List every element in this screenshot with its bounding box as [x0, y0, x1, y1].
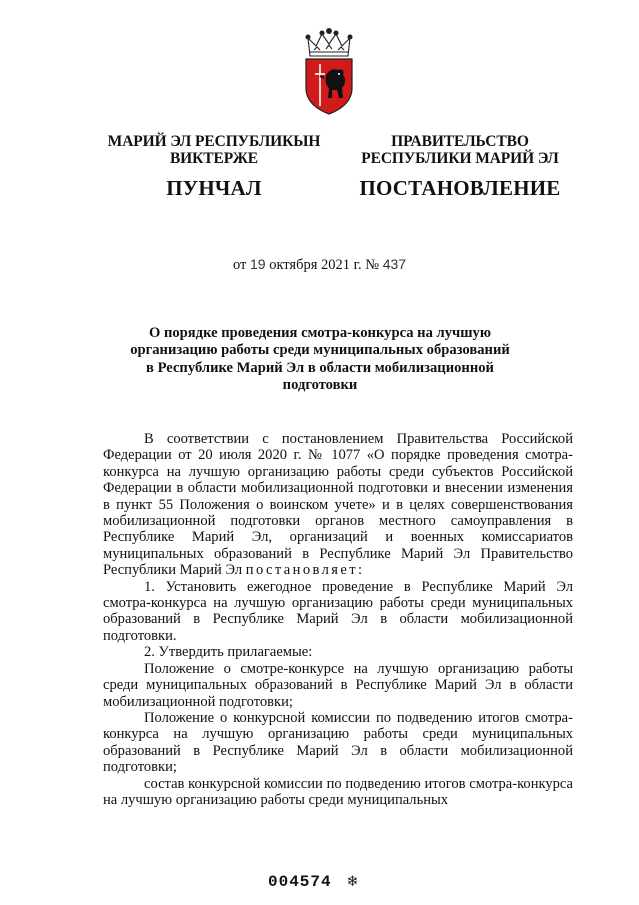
date-day: 19 — [249, 256, 266, 272]
paragraph-approve-commission: Положение о конкурсной комиссии по подведению итогов смотра-конкурса на лучшую организацию работы среди муниципальных образований в Республике Марий Эл в области мобилизационной подготовки; — [103, 709, 573, 776]
preamble-text: В соответствии с постановлением Правительства Российской Федерации от 20 июля 2020 г. № 1077 «О порядке проведения смотра-конкурса на лучшую организацию работы среди субъектов Российской Федерации в области мобилизационной подготовки и внесении изменения в пункт 55 Положения о воинском учете» и в целях совершенствования мобилизационной подготовки органов местного самоуправления в Республике Марий Эл, организаций и военных комиссариатов муниципальных образований в Республике Марий Эл Правительство Республики Марий Эл — [103, 431, 573, 579]
date-month-year: октября 2021 г. № — [269, 257, 380, 273]
header-right-line2: РЕСПУБЛИКИ МАРИЙ ЭЛ — [361, 150, 559, 167]
paragraph-approve-regulation: Положение о смотре-конкурсе на лучшую организацию работы среди муниципальных образований в Республике Марий Эл в области мобилизационной подготовки; — [103, 660, 573, 710]
header-mari-block — [94, 133, 334, 200]
paragraph-preamble — [103, 431, 573, 579]
form-serial-footer — [268, 871, 358, 891]
header-left-doc-type: ПУНЧАЛ — [166, 176, 262, 200]
document-body — [103, 431, 573, 808]
document-number: 437 — [382, 256, 407, 272]
header-russian-block — [340, 133, 580, 200]
header-left-line1: МАРИЙ ЭЛ РЕСПУБЛИКЫН — [107, 133, 321, 150]
document-date-line — [0, 256, 639, 274]
document-title — [120, 325, 520, 395]
paragraph-item-2: 2. Утвердить прилагаемые: — [144, 644, 313, 661]
header-left-line2: ВИКТЕРЖЕ — [169, 150, 259, 167]
form-serial-number: 004574 — [268, 873, 332, 891]
paragraph-approve-composition: состав конкурсной комиссии по подведению итогов смотра-конкурса на лучшую организацию работы среди муниципальных — [103, 775, 573, 808]
snowflake-icon: ❄ — [347, 873, 359, 891]
title-line-2: организацию работы среди муниципальных образований — [130, 342, 510, 359]
title-line-3: в Республике Марий Эл в области мобилизационной подготовки — [146, 359, 494, 394]
coat-of-arms-emblem — [296, 26, 362, 116]
header-right-line1: ПРАВИТЕЛЬСТВО — [391, 133, 529, 150]
decree-word: постановляет: — [245, 562, 365, 579]
paragraph-item-1: 1. Установить ежегодное проведение в Республике Марий Эл смотра-конкурса на лучшую организацию работы среди муниципальных образований в Республике Марий Эл в области мобилизационной подготовки. — [103, 578, 573, 644]
header-right-doc-type: ПОСТАНОВЛЕНИЕ — [359, 176, 561, 200]
date-prefix: от — [232, 257, 247, 273]
title-line-1: О порядке проведения смотра-конкурса на лучшую — [148, 325, 492, 341]
